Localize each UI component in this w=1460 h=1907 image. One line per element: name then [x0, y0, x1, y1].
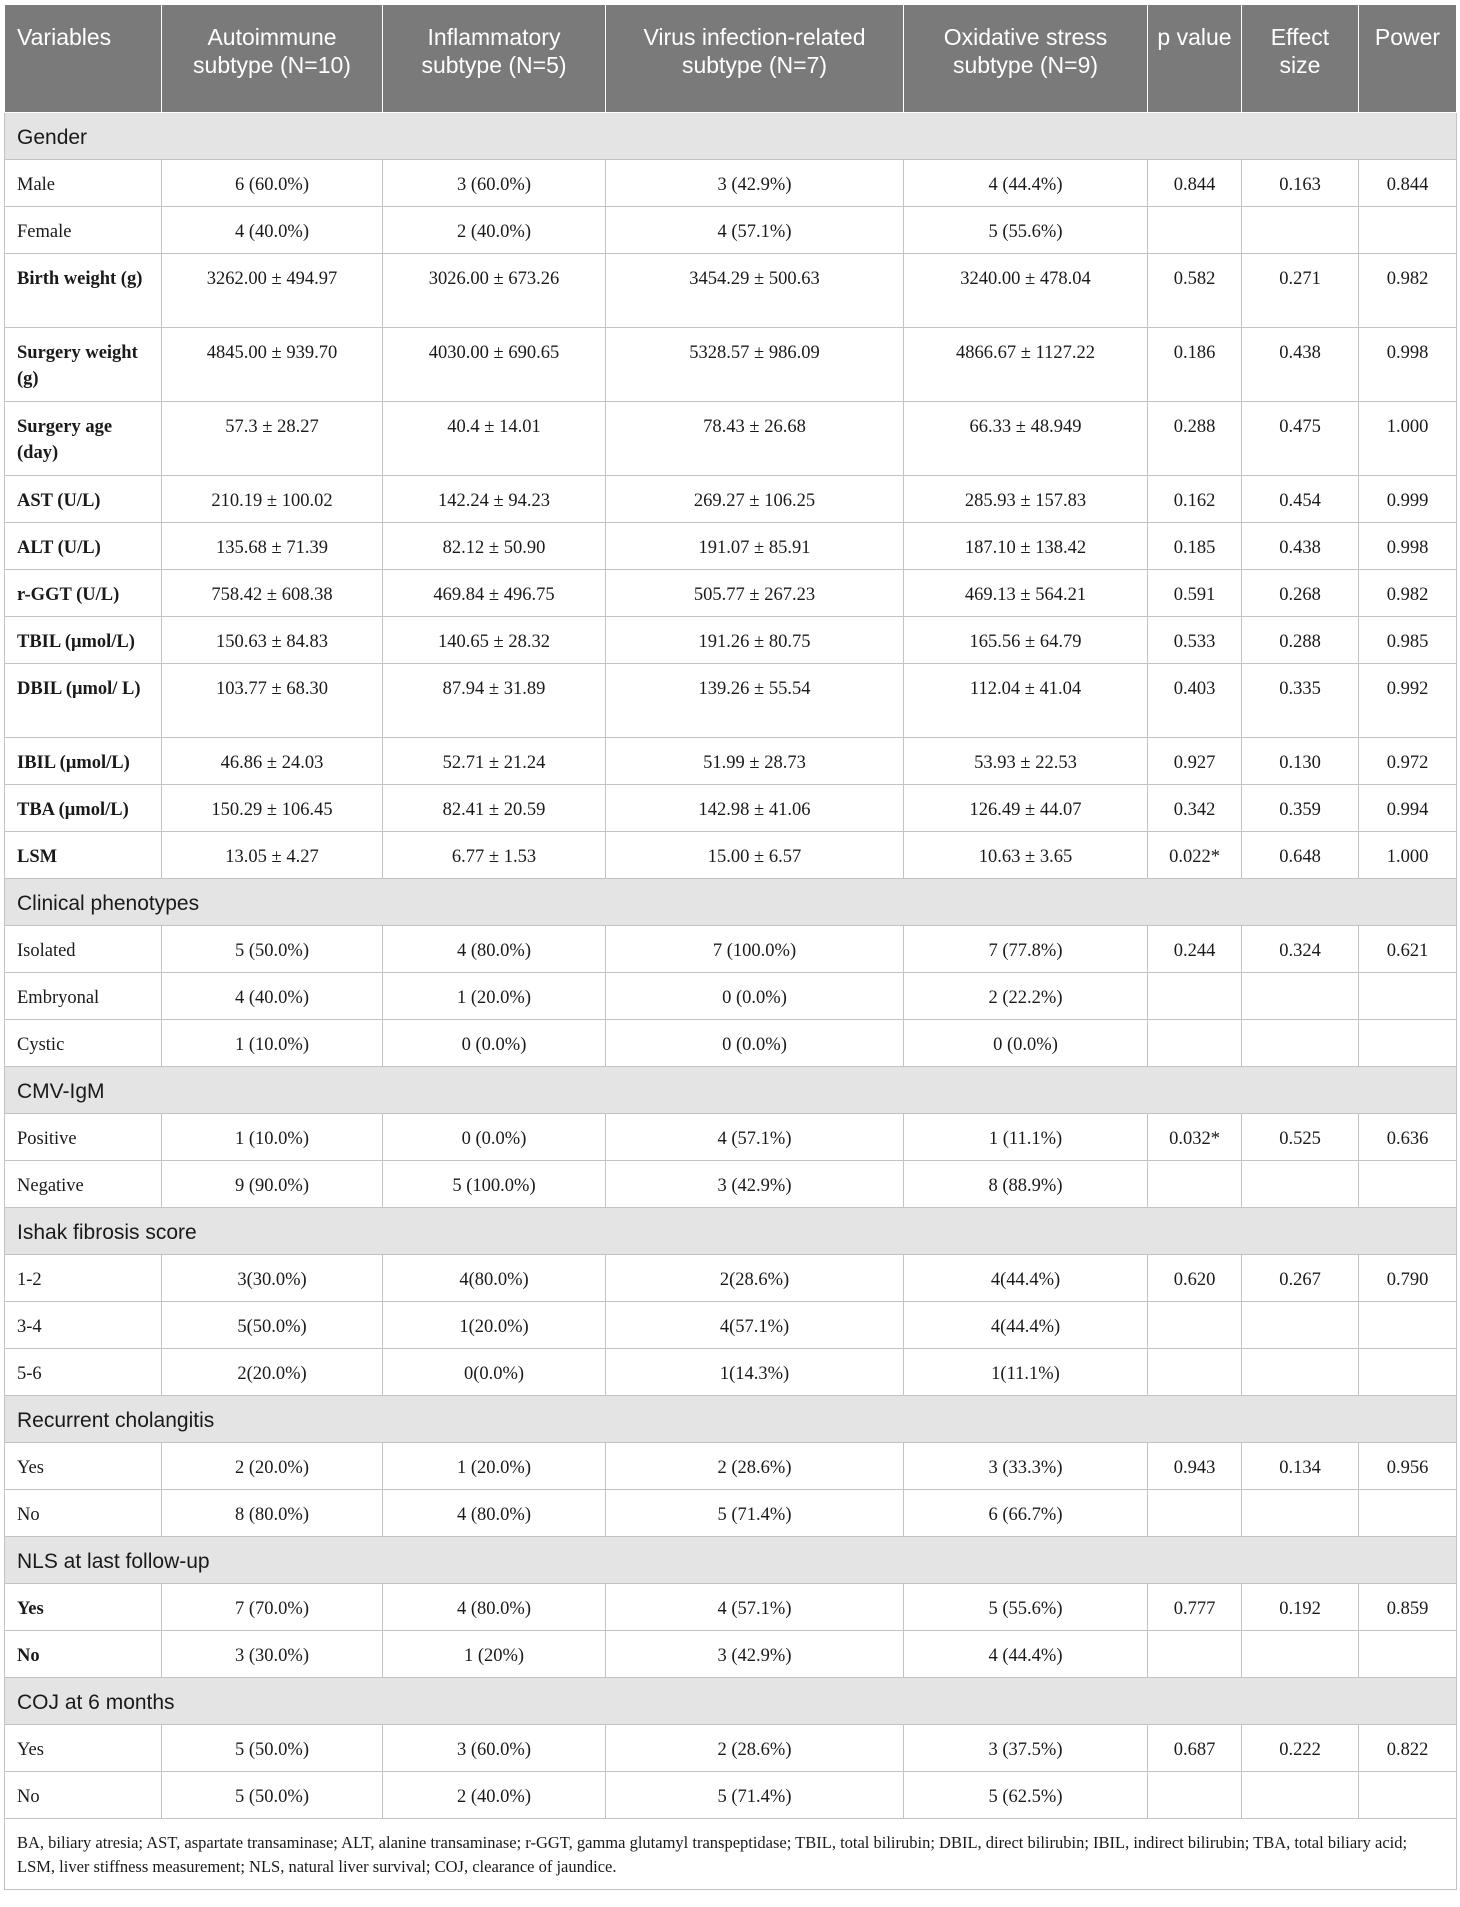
row-label: No	[5, 1631, 162, 1678]
table-cell: 0.438	[1242, 328, 1359, 402]
table-cell	[1242, 207, 1359, 254]
row-label: TBIL (μmol/L)	[5, 617, 162, 664]
table-cell: 0.822	[1359, 1725, 1457, 1772]
table-cell: 2(28.6%)	[606, 1255, 904, 1302]
table-cell: 150.63 ± 84.83	[162, 617, 383, 664]
table-cell: 0.130	[1242, 738, 1359, 785]
table-cell	[1242, 1490, 1359, 1537]
table-cell: 2 (28.6%)	[606, 1725, 904, 1772]
table-cell: 0.192	[1242, 1584, 1359, 1631]
table-cell: 4 (80.0%)	[383, 1490, 606, 1537]
row-label: No	[5, 1772, 162, 1819]
table-cell: 0.271	[1242, 254, 1359, 328]
table-cell: 3 (30.0%)	[162, 1631, 383, 1678]
table-cell: 191.07 ± 85.91	[606, 523, 904, 570]
header-row	[5, 5, 1457, 113]
section-row	[5, 1537, 1457, 1584]
table-row	[5, 1443, 1457, 1490]
table-cell: 0.268	[1242, 570, 1359, 617]
table-cell: 0.244	[1148, 926, 1242, 973]
table-cell: 5 (50.0%)	[162, 1725, 383, 1772]
table-cell: 0.687	[1148, 1725, 1242, 1772]
table-cell	[1359, 1631, 1457, 1678]
table-cell: 3 (60.0%)	[383, 160, 606, 207]
row-label: Yes	[5, 1584, 162, 1631]
table-row	[5, 160, 1457, 207]
header-inflammatory: Inflammatory subtype (N=5)	[383, 5, 606, 113]
table-cell: 191.26 ± 80.75	[606, 617, 904, 664]
header-variables: Variables	[5, 5, 162, 113]
table-cell: 5 (62.5%)	[904, 1772, 1148, 1819]
table-cell: 5 (71.4%)	[606, 1772, 904, 1819]
table-cell: 1(11.1%)	[904, 1349, 1148, 1396]
table-cell: 0.475	[1242, 402, 1359, 476]
table-cell	[1148, 973, 1242, 1020]
table-cell: 53.93 ± 22.53	[904, 738, 1148, 785]
table-cell	[1242, 1349, 1359, 1396]
table-cell: 3 (33.3%)	[904, 1443, 1148, 1490]
table-cell: 82.41 ± 20.59	[383, 785, 606, 832]
table-cell: 87.94 ± 31.89	[383, 664, 606, 738]
table-cell: 5 (55.6%)	[904, 207, 1148, 254]
table-cell: 0.454	[1242, 476, 1359, 523]
table-cell	[1148, 1349, 1242, 1396]
table-cell: 0.022*	[1148, 832, 1242, 879]
table-cell: 0.342	[1148, 785, 1242, 832]
table-cell: 112.04 ± 41.04	[904, 664, 1148, 738]
table-cell: 13.05 ± 4.27	[162, 832, 383, 879]
table-cell: 0.186	[1148, 328, 1242, 402]
table-cell: 165.56 ± 64.79	[904, 617, 1148, 664]
table-cell	[1242, 973, 1359, 1020]
table-cell: 0.648	[1242, 832, 1359, 879]
table-cell: 5 (71.4%)	[606, 1490, 904, 1537]
table-cell: 4 (57.1%)	[606, 207, 904, 254]
table-cell: 4 (57.1%)	[606, 1114, 904, 1161]
table-cell: 4 (80.0%)	[383, 1584, 606, 1631]
table-cell: 0.591	[1148, 570, 1242, 617]
table-cell: 0.927	[1148, 738, 1242, 785]
table-cell: 0.844	[1359, 160, 1457, 207]
table-cell: 2 (40.0%)	[383, 207, 606, 254]
table-cell: 1(20.0%)	[383, 1302, 606, 1349]
table-cell: 3 (60.0%)	[383, 1725, 606, 1772]
table-cell: 0.998	[1359, 328, 1457, 402]
table-cell: 2 (22.2%)	[904, 973, 1148, 1020]
table-row	[5, 1725, 1457, 1772]
table-cell: 3 (42.9%)	[606, 1631, 904, 1678]
table-cell	[1359, 207, 1457, 254]
table-cell: 0.288	[1242, 617, 1359, 664]
table-cell: 0.621	[1359, 926, 1457, 973]
row-label: 1-2	[5, 1255, 162, 1302]
table-row	[5, 254, 1457, 328]
table-header	[5, 5, 1457, 113]
table-cell: 3026.00 ± 673.26	[383, 254, 606, 328]
table-cell: 7 (70.0%)	[162, 1584, 383, 1631]
table-cell: 4 (44.4%)	[904, 1631, 1148, 1678]
table-cell: 0.222	[1242, 1725, 1359, 1772]
table-row	[5, 1114, 1457, 1161]
table-cell: 3 (37.5%)	[904, 1725, 1148, 1772]
table-cell: 40.4 ± 14.01	[383, 402, 606, 476]
table-row	[5, 617, 1457, 664]
table-cell: 142.24 ± 94.23	[383, 476, 606, 523]
row-label: LSM	[5, 832, 162, 879]
row-label: Positive	[5, 1114, 162, 1161]
table-cell: 505.77 ± 267.23	[606, 570, 904, 617]
table-row	[5, 1302, 1457, 1349]
table-cell: 5 (50.0%)	[162, 926, 383, 973]
row-label: Birth weight (g)	[5, 254, 162, 328]
table-cell	[1148, 1490, 1242, 1537]
table-cell: 4 (40.0%)	[162, 207, 383, 254]
table-cell: 0 (0.0%)	[383, 1114, 606, 1161]
table-cell: 4(80.0%)	[383, 1255, 606, 1302]
table-cell: 52.71 ± 21.24	[383, 738, 606, 785]
table-cell: 103.77 ± 68.30	[162, 664, 383, 738]
table-cell	[1148, 1020, 1242, 1067]
table-cell: 0.620	[1148, 1255, 1242, 1302]
table-cell: 469.13 ± 564.21	[904, 570, 1148, 617]
table-cell: 0.335	[1242, 664, 1359, 738]
table-cell: 0.582	[1148, 254, 1242, 328]
header-autoimmune: Autoimmune subtype (N=10)	[162, 5, 383, 113]
row-label: IBIL (μmol/L)	[5, 738, 162, 785]
table-cell: 0.359	[1242, 785, 1359, 832]
table-cell: 0.163	[1242, 160, 1359, 207]
table-cell: 7 (100.0%)	[606, 926, 904, 973]
table-cell	[1148, 207, 1242, 254]
table-cell: 210.19 ± 100.02	[162, 476, 383, 523]
table-cell	[1359, 1161, 1457, 1208]
table-cell: 1(14.3%)	[606, 1349, 904, 1396]
table-cell: 150.29 ± 106.45	[162, 785, 383, 832]
table-cell: 1.000	[1359, 832, 1457, 879]
table-cell	[1148, 1631, 1242, 1678]
table-cell: 4(57.1%)	[606, 1302, 904, 1349]
table-cell: 1.000	[1359, 402, 1457, 476]
section-label: NLS at last follow-up	[5, 1537, 1457, 1584]
table-cell: 0.943	[1148, 1443, 1242, 1490]
table-cell: 187.10 ± 138.42	[904, 523, 1148, 570]
table-cell: 0.982	[1359, 570, 1457, 617]
table-cell: 0.999	[1359, 476, 1457, 523]
table-row	[5, 738, 1457, 785]
table-row	[5, 1349, 1457, 1396]
table-row	[5, 1772, 1457, 1819]
section-label: Recurrent cholangitis	[5, 1396, 1457, 1443]
row-label: Female	[5, 207, 162, 254]
table-cell: 0.134	[1242, 1443, 1359, 1490]
table-cell: 0.982	[1359, 254, 1457, 328]
table-cell: 0.032*	[1148, 1114, 1242, 1161]
table-row	[5, 973, 1457, 1020]
table-cell: 4 (44.4%)	[904, 160, 1148, 207]
table-cell: 82.12 ± 50.90	[383, 523, 606, 570]
table-cell: 0.985	[1359, 617, 1457, 664]
footnote-row	[5, 1819, 1457, 1890]
table-cell: 269.27 ± 106.25	[606, 476, 904, 523]
table-cell: 8 (80.0%)	[162, 1490, 383, 1537]
table-cell: 142.98 ± 41.06	[606, 785, 904, 832]
table-cell: 2 (40.0%)	[383, 1772, 606, 1819]
table-cell: 3454.29 ± 500.63	[606, 254, 904, 328]
data-table	[4, 4, 1457, 1890]
table-cell: 0(0.0%)	[383, 1349, 606, 1396]
table-cell: 0.162	[1148, 476, 1242, 523]
table-row	[5, 402, 1457, 476]
table-cell: 4 (40.0%)	[162, 973, 383, 1020]
table-cell: 7 (77.8%)	[904, 926, 1148, 973]
table-cell: 469.84 ± 496.75	[383, 570, 606, 617]
table-row	[5, 207, 1457, 254]
table-row	[5, 523, 1457, 570]
table-row	[5, 1020, 1457, 1067]
row-label: AST (U/L)	[5, 476, 162, 523]
table-row	[5, 1490, 1457, 1537]
table-cell: 0.777	[1148, 1584, 1242, 1631]
table-cell: 10.63 ± 3.65	[904, 832, 1148, 879]
row-label: Embryonal	[5, 973, 162, 1020]
table-body	[5, 113, 1457, 1819]
table-cell: 0.438	[1242, 523, 1359, 570]
table-row	[5, 570, 1457, 617]
header-oxidative: Oxidative stress subtype (N=9)	[904, 5, 1148, 113]
table-cell: 3240.00 ± 478.04	[904, 254, 1148, 328]
table-cell: 4866.67 ± 1127.22	[904, 328, 1148, 402]
table-cell: 9 (90.0%)	[162, 1161, 383, 1208]
row-label: DBIL (μmol/ L)	[5, 664, 162, 738]
table-cell	[1242, 1772, 1359, 1819]
row-label: No	[5, 1490, 162, 1537]
table-cell: 0.525	[1242, 1114, 1359, 1161]
row-label: Isolated	[5, 926, 162, 973]
table-cell: 0.403	[1148, 664, 1242, 738]
table-cell: 0.185	[1148, 523, 1242, 570]
table-cell: 4030.00 ± 690.65	[383, 328, 606, 402]
table-cell	[1148, 1302, 1242, 1349]
table-cell: 5328.57 ± 986.09	[606, 328, 904, 402]
footnote: BA, biliary atresia; AST, aspartate transaminase; ALT, alanine transaminase; r-GGT, gamma glutamyl transpeptidase; TBIL, total bilirubin; DBIL, direct bilirubin; IBIL, indirect bilirubin; TBA, total biliary acid; LSM, liver stiffness measurement; NLS, natural liver survival; COJ, clearance of jaundice.	[5, 1819, 1457, 1890]
row-label: Surgery age (day)	[5, 402, 162, 476]
table-row	[5, 785, 1457, 832]
table-cell: 78.43 ± 26.68	[606, 402, 904, 476]
table-cell: 2 (28.6%)	[606, 1443, 904, 1490]
row-label: Male	[5, 160, 162, 207]
table-row	[5, 832, 1457, 879]
row-label: 5-6	[5, 1349, 162, 1396]
table-cell: 66.33 ± 48.949	[904, 402, 1148, 476]
row-label: Negative	[5, 1161, 162, 1208]
table-cell: 15.00 ± 6.57	[606, 832, 904, 879]
header-effect-size: Effect size	[1242, 5, 1359, 113]
table-cell: 5 (55.6%)	[904, 1584, 1148, 1631]
table-cell: 135.68 ± 71.39	[162, 523, 383, 570]
row-label: r-GGT (U/L)	[5, 570, 162, 617]
table-cell: 0.994	[1359, 785, 1457, 832]
section-row	[5, 879, 1457, 926]
section-row	[5, 1678, 1457, 1725]
table-cell: 0 (0.0%)	[606, 1020, 904, 1067]
header-virus: Virus infection-related subtype (N=7)	[606, 5, 904, 113]
table-cell: 2(20.0%)	[162, 1349, 383, 1396]
table-row	[5, 1631, 1457, 1678]
table-cell: 6 (60.0%)	[162, 160, 383, 207]
table-cell: 4845.00 ± 939.70	[162, 328, 383, 402]
table-cell: 57.3 ± 28.27	[162, 402, 383, 476]
table-cell: 0.956	[1359, 1443, 1457, 1490]
table-cell	[1148, 1161, 1242, 1208]
section-label: Clinical phenotypes	[5, 879, 1457, 926]
table-cell: 51.99 ± 28.73	[606, 738, 904, 785]
table-cell: 0.267	[1242, 1255, 1359, 1302]
table-cell: 140.65 ± 28.32	[383, 617, 606, 664]
table-cell: 6 (66.7%)	[904, 1490, 1148, 1537]
table-cell	[1242, 1631, 1359, 1678]
row-label: Yes	[5, 1443, 162, 1490]
table-row	[5, 664, 1457, 738]
table-cell: 139.26 ± 55.54	[606, 664, 904, 738]
table-cell	[1359, 1020, 1457, 1067]
table-cell: 5(50.0%)	[162, 1302, 383, 1349]
table-cell: 285.93 ± 157.83	[904, 476, 1148, 523]
table-cell: 4(44.4%)	[904, 1255, 1148, 1302]
section-row	[5, 1067, 1457, 1114]
row-label: Yes	[5, 1725, 162, 1772]
table-cell: 2 (20.0%)	[162, 1443, 383, 1490]
table-cell: 4 (80.0%)	[383, 926, 606, 973]
table-cell: 0.972	[1359, 738, 1457, 785]
table-cell: 1 (20.0%)	[383, 973, 606, 1020]
table-row	[5, 1584, 1457, 1631]
table-row	[5, 328, 1457, 402]
table-cell: 5 (100.0%)	[383, 1161, 606, 1208]
table-cell: 0.288	[1148, 402, 1242, 476]
table-cell: 4(44.4%)	[904, 1302, 1148, 1349]
header-p-value: p value	[1148, 5, 1242, 113]
section-row	[5, 1396, 1457, 1443]
table-row	[5, 1255, 1457, 1302]
row-label: Cystic	[5, 1020, 162, 1067]
table-row	[5, 1161, 1457, 1208]
table-cell: 3262.00 ± 494.97	[162, 254, 383, 328]
table-cell: 0 (0.0%)	[904, 1020, 1148, 1067]
table-footer	[5, 1819, 1457, 1890]
table-row	[5, 476, 1457, 523]
section-label: COJ at 6 months	[5, 1678, 1457, 1725]
table-cell: 0.324	[1242, 926, 1359, 973]
table-cell: 126.49 ± 44.07	[904, 785, 1148, 832]
table-cell	[1359, 1302, 1457, 1349]
table-cell	[1242, 1020, 1359, 1067]
table-cell: 3(30.0%)	[162, 1255, 383, 1302]
table-row	[5, 926, 1457, 973]
table-cell: 46.86 ± 24.03	[162, 738, 383, 785]
row-label: TBA (μmol/L)	[5, 785, 162, 832]
table-cell	[1359, 1490, 1457, 1537]
table-cell: 1 (10.0%)	[162, 1020, 383, 1067]
row-label: ALT (U/L)	[5, 523, 162, 570]
table-cell: 3 (42.9%)	[606, 160, 904, 207]
table-cell: 0.533	[1148, 617, 1242, 664]
table-cell: 8 (88.9%)	[904, 1161, 1148, 1208]
table-cell: 758.42 ± 608.38	[162, 570, 383, 617]
table-cell	[1359, 1772, 1457, 1819]
table-cell: 1 (20.0%)	[383, 1443, 606, 1490]
table-cell	[1242, 1302, 1359, 1349]
section-label: Gender	[5, 113, 1457, 160]
table-cell: 0.859	[1359, 1584, 1457, 1631]
table-cell: 0.998	[1359, 523, 1457, 570]
table-cell: 3 (42.9%)	[606, 1161, 904, 1208]
row-label: 3-4	[5, 1302, 162, 1349]
row-label: Surgery weight (g)	[5, 328, 162, 402]
table-cell: 0.992	[1359, 664, 1457, 738]
table-cell	[1242, 1161, 1359, 1208]
table-cell: 0.790	[1359, 1255, 1457, 1302]
table-cell: 1 (11.1%)	[904, 1114, 1148, 1161]
table-cell: 0 (0.0%)	[383, 1020, 606, 1067]
section-label: CMV-IgM	[5, 1067, 1457, 1114]
table-cell: 0 (0.0%)	[606, 973, 904, 1020]
section-label: Ishak fibrosis score	[5, 1208, 1457, 1255]
table-cell	[1359, 1349, 1457, 1396]
table-cell: 0.636	[1359, 1114, 1457, 1161]
table-cell	[1359, 973, 1457, 1020]
table-cell: 4 (57.1%)	[606, 1584, 904, 1631]
table-cell: 5 (50.0%)	[162, 1772, 383, 1819]
header-power: Power	[1359, 5, 1457, 113]
table-cell: 0.844	[1148, 160, 1242, 207]
table-cell	[1148, 1772, 1242, 1819]
section-row	[5, 1208, 1457, 1255]
table-cell: 6.77 ± 1.53	[383, 832, 606, 879]
section-row	[5, 113, 1457, 160]
table-cell: 1 (10.0%)	[162, 1114, 383, 1161]
table-cell: 1 (20%)	[383, 1631, 606, 1678]
